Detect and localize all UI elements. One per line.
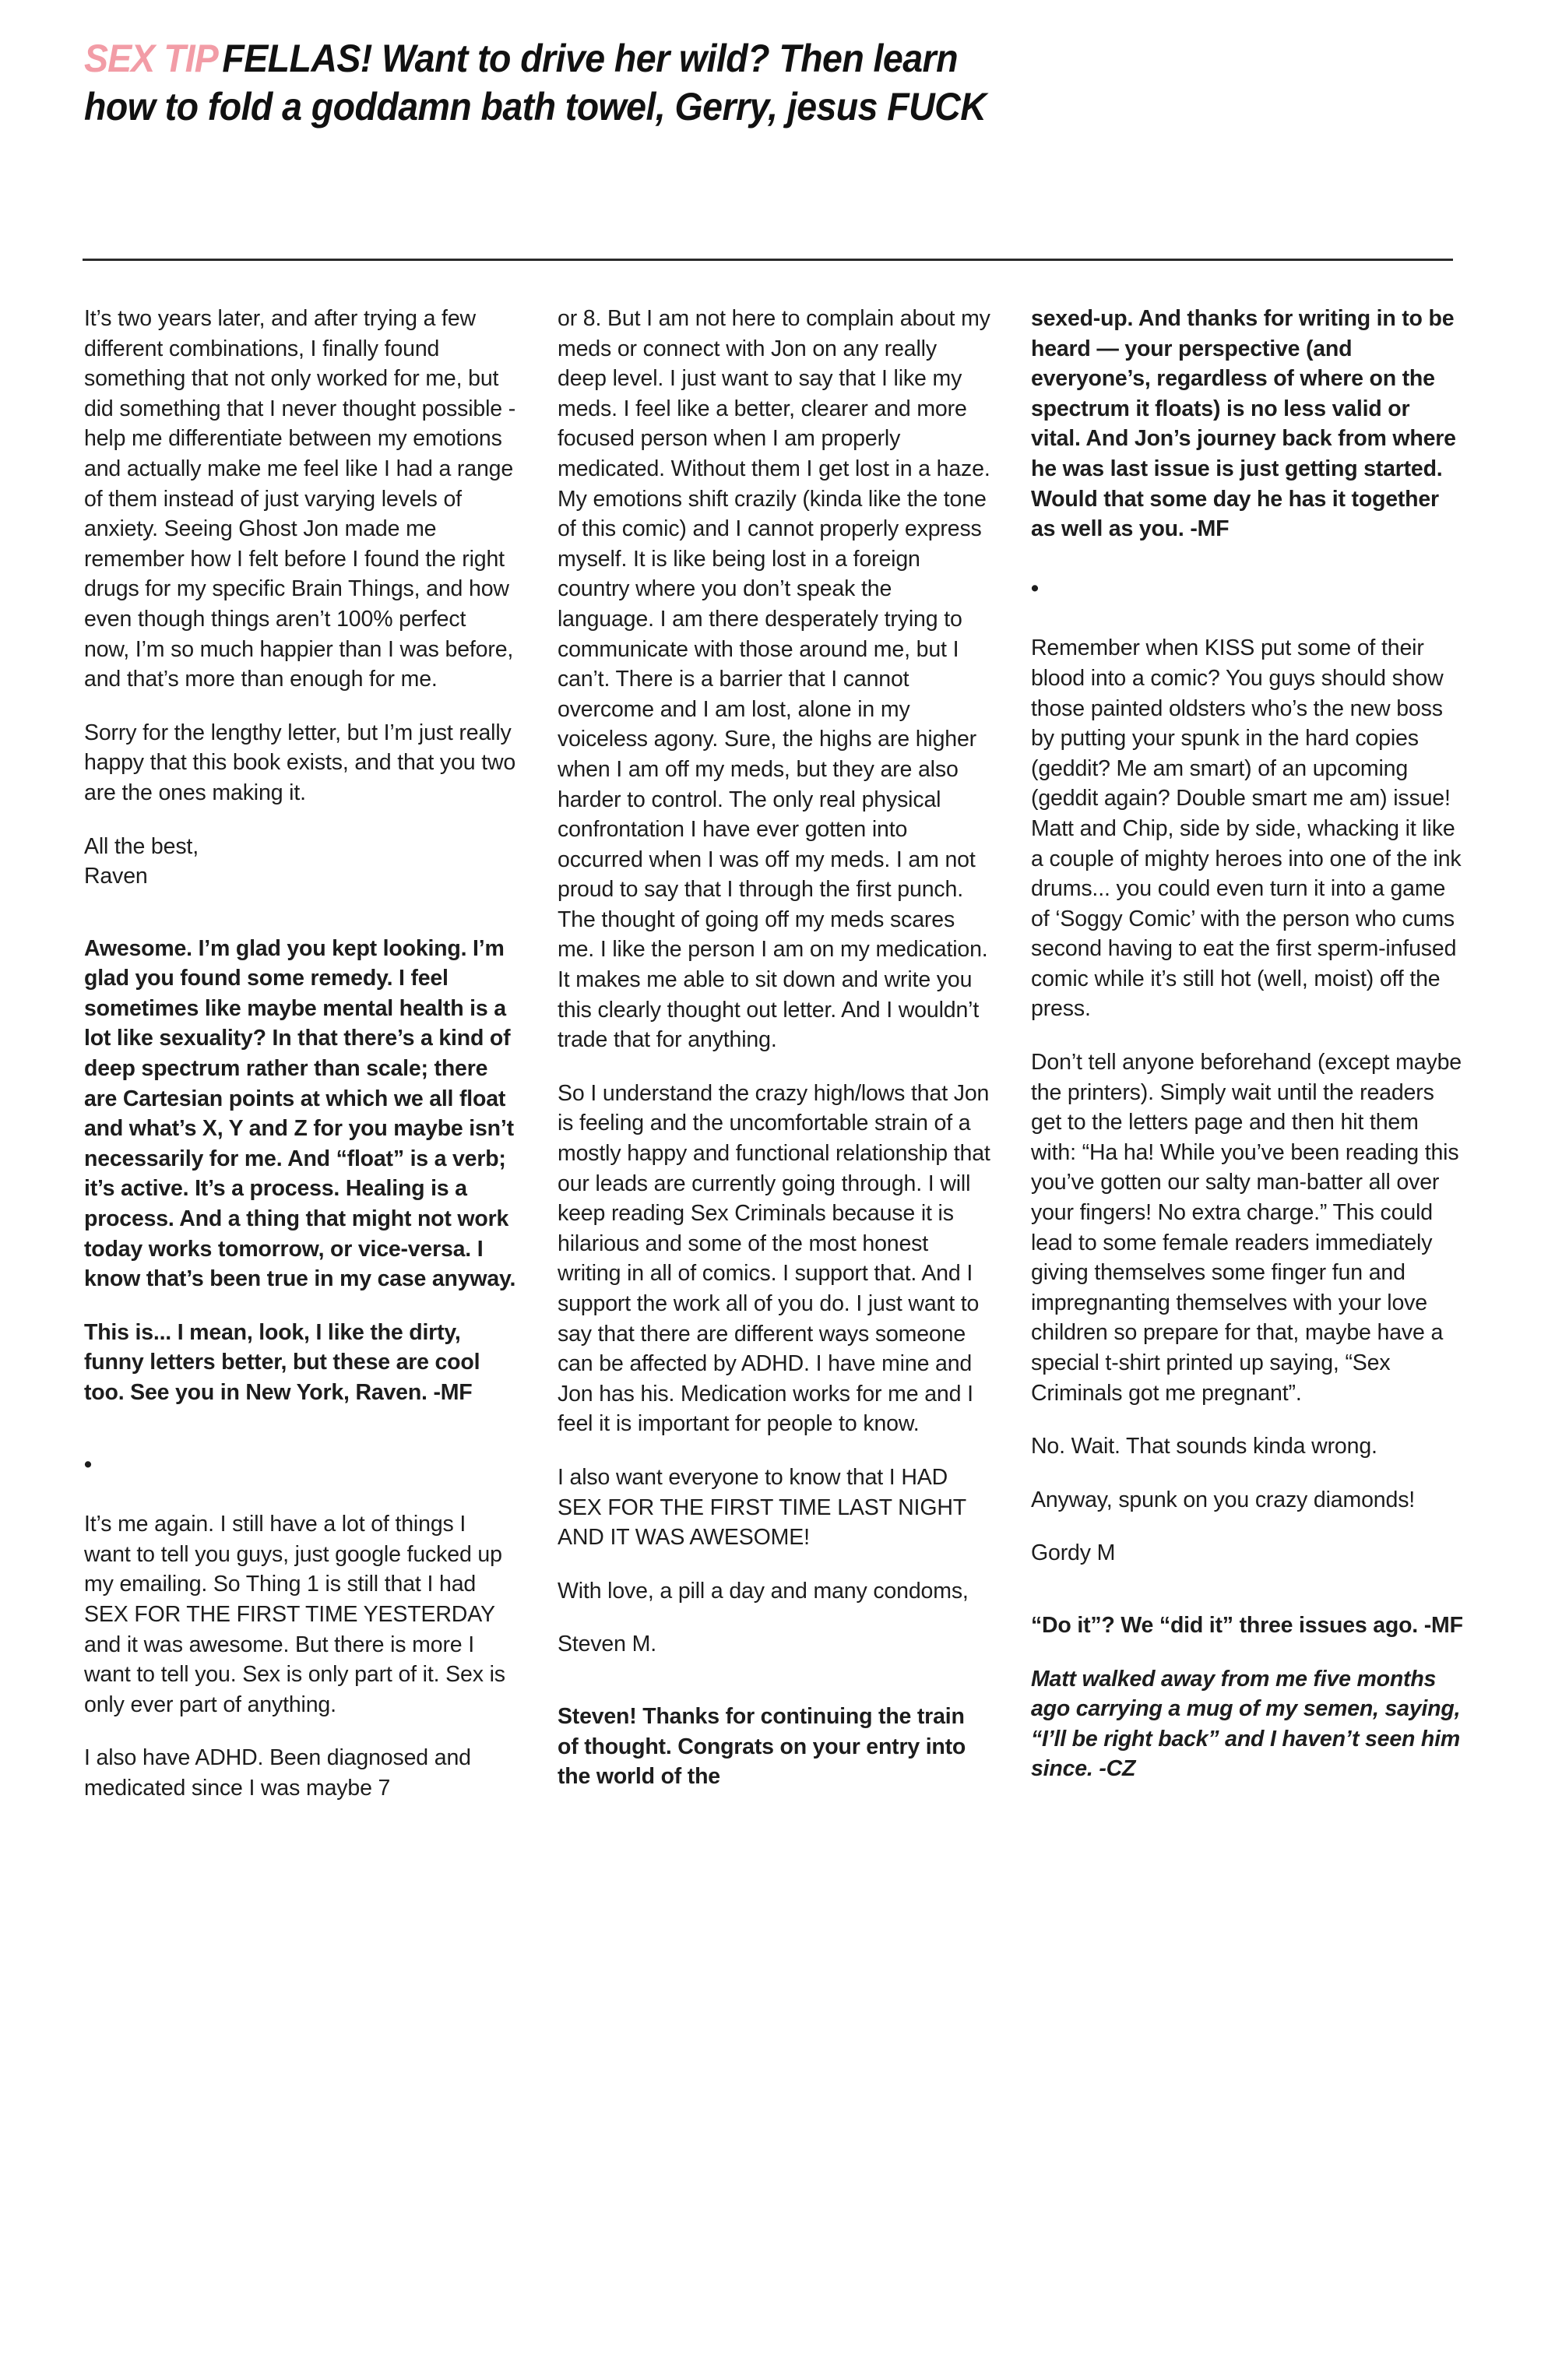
paragraph-gap bbox=[84, 1503, 517, 1509]
masthead-line-2: how to fold a goddamn bath towel, Gerry, jesus FUCK bbox=[84, 85, 987, 129]
bullet-separator: • bbox=[1031, 576, 1039, 601]
paragraph: Anyway, spunk on you crazy diamonds! bbox=[1031, 1487, 1416, 1512]
paragraph: So I understand the crazy high/lows that Jon is feeling and the uncomfortable strain of a mostly happy and functional relationship that our leads are currently going through. I will keep reading Sex Criminals because it is hilarious and some of the most honest writing in all of comics. I support that. And I support the work all of you do. I just want to say that there are different ways someone can be affected by ADHD. I have mine and Jon has his. Medication works for me and I feel it is important for people to know. bbox=[558, 1080, 990, 1437]
paragraph: It’s me again. I still have a lot of things I want to tell you guys, just google fucked up my emailing. So Thing 1 is still that I had SEX FOR THE FIRST TIME YESTERDAY and it was awesome. But there is more I want to tell you. Sex is only part of it. Sex is only ever part of anything. bbox=[84, 1512, 505, 1717]
paragraph: I also have ADHD. Been diagnosed and medicated since I was maybe 7 bbox=[84, 1745, 471, 1801]
column-3 bbox=[1031, 304, 1464, 1808]
paragraph: I also want everyone to know that I HAD SEX FOR THE FIRST TIME LAST NIGHT AND IT WAS AWESOME! bbox=[558, 1464, 966, 1551]
paragraph: Remember when KISS put some of their blood into a comic? You guys should show those painted oldsters who’s the new boss by putting your spunk in the hard copies (geddit? Me am smart) of an upcoming (geddit again? Double smart me am) issue! Matt and Chip, side by side, whacking it like a couple of mighty heroes into one of the ink drums... you could even turn it into a game of ‘Soggy Comic’ with the person who cums second having to eat the first sperm-infused comic while it’s still hot (well, moist) off the press. bbox=[1031, 635, 1462, 1022]
paragraph-gap bbox=[1031, 1592, 1464, 1611]
signoff-line: With love, a pill a day and many condoms, bbox=[558, 1578, 969, 1604]
editor-reply-paragraph: “Do it”? We “did it” three issues ago. -MF bbox=[1031, 1612, 1463, 1638]
signoff-name: Raven bbox=[84, 864, 148, 889]
header-divider-rule bbox=[83, 259, 1453, 261]
paragraph-gap bbox=[1031, 627, 1464, 633]
paragraph: No. Wait. That sounds kinda wrong. bbox=[1031, 1434, 1377, 1459]
editor-reply-paragraph: This is... I mean, look, I like the dirty, funny letters better, but these are cool too. See you in New York, Raven. -MF bbox=[84, 1319, 480, 1405]
paragraph-gap bbox=[84, 915, 517, 934]
editor-reply-paragraph: sexed-up. And thanks for writing in to be heard — your perspective (and everyone’s, regardless of where on the spectrum it floats) is no less valid or vital. And Jon’s journey back from where he was last issue is just getting started. Would that some day he has it together as well as you. -MF bbox=[1031, 306, 1456, 542]
letters-columns bbox=[84, 304, 1464, 1827]
signoff-name: Steven M. bbox=[558, 1632, 656, 1657]
paragraph-gap bbox=[84, 1431, 517, 1450]
masthead-kicker: SEX TIP bbox=[84, 37, 218, 80]
paragraph: Sorry for the lengthy letter, but I’m just really happy that this book exists, and that you two are the ones making it. bbox=[84, 720, 516, 805]
paragraph: or 8. But I am not here to complain about my meds or connect with Jon on any really deep level. I just want to say that I like my meds. I feel like a better, clearer and more focused person when I am properly medicated. Without them I get lost in a haze. My emotions shift crazily (kinda like the tone of this comic) and I cannot properly express myself. It is like being lost in a foreign country where you don’t speak the language. I am there desperately trying to communicate with those around me, but I can’t. There is a barrier that I cannot overcome and I am lost, alone in my voiceless agony. Sure, the highs are higher when I am off my meds, but they are also harder to control. The only real physical confrontation I have ever gotten into occurred when I was off my meds. I am not proud to say that I through the first punch. The thought of going off my meds scares me. I like the person I am on my medication. It makes me able to sit down and write you this clearly thought out letter. And I wouldn’t trade that for anything. bbox=[558, 306, 990, 1053]
masthead-headline-part-1: FELLAS! Want to drive her wild? Then learn bbox=[222, 37, 958, 80]
bullet-separator: • bbox=[84, 1452, 92, 1477]
editor-reply-paragraph: Steven! Thanks for continuing the train of thought. Congrats on your entry into the world of the bbox=[558, 1703, 966, 1790]
editor-reply-paragraph: Awesome. I’m glad you kept looking. I’m glad you found some remedy. I feel sometimes like maybe mental health is a lot like sexuality? In that there’s a kind of deep spectrum rather than scale; there are Cartesian points at which we all float and what’s X, Y and Z for you maybe isn’t necessarily for me. And “float” is a verb; it’s active. It’s a process. Healing is a process. And a thing that might not work today works tomorrow, or vice-versa. I know that’s been true in my case anyway. bbox=[84, 935, 516, 1292]
paragraph: It’s two years later, and after trying a few different combinations, I finally found something that not only worked for me, but did something that I never thought possible - help me differentiate between my emotions and actually make me feel like I had a range of them instead of just varying levels of anxiety. Seeing Ghost Jon made me remember how I felt before I found the right drugs for my specific Brain Things, and how even though things aren’t 100% perfect now, I’m so much happier than I was before, and that’s more than enough for me. bbox=[84, 306, 516, 692]
column-2 bbox=[558, 304, 990, 1815]
masthead-line-1 bbox=[84, 34, 1366, 83]
masthead bbox=[84, 34, 1462, 131]
paragraph: Don’t tell anyone beforehand (except maybe the printers). Simply wait until the readers get to the letters page and then hit them with: “Ha ha! While you’ve been reading this you’ve gotten our salty man-batter all over your fingers! No extra charge.” This could lead to some female readers immediately giving themselves some finger fun and impregnanting themselves with your love children so prepare for that, maybe have a special t-shirt printed up saying, “Sex Criminals got me pregnant”. bbox=[1031, 1050, 1462, 1406]
signoff-name: Gordy M bbox=[1031, 1540, 1116, 1566]
column-1 bbox=[84, 304, 517, 1827]
editor-reply-paragraph-italic: Matt walked away from me five months ago carrying a mug of my semen, saying, “I’ll be right back” and I haven’t seen him since. -CZ bbox=[1031, 1666, 1461, 1782]
paragraph-gap bbox=[558, 1683, 990, 1702]
signoff-line: All the best, bbox=[84, 833, 199, 859]
paragraph-gap bbox=[1031, 568, 1464, 574]
